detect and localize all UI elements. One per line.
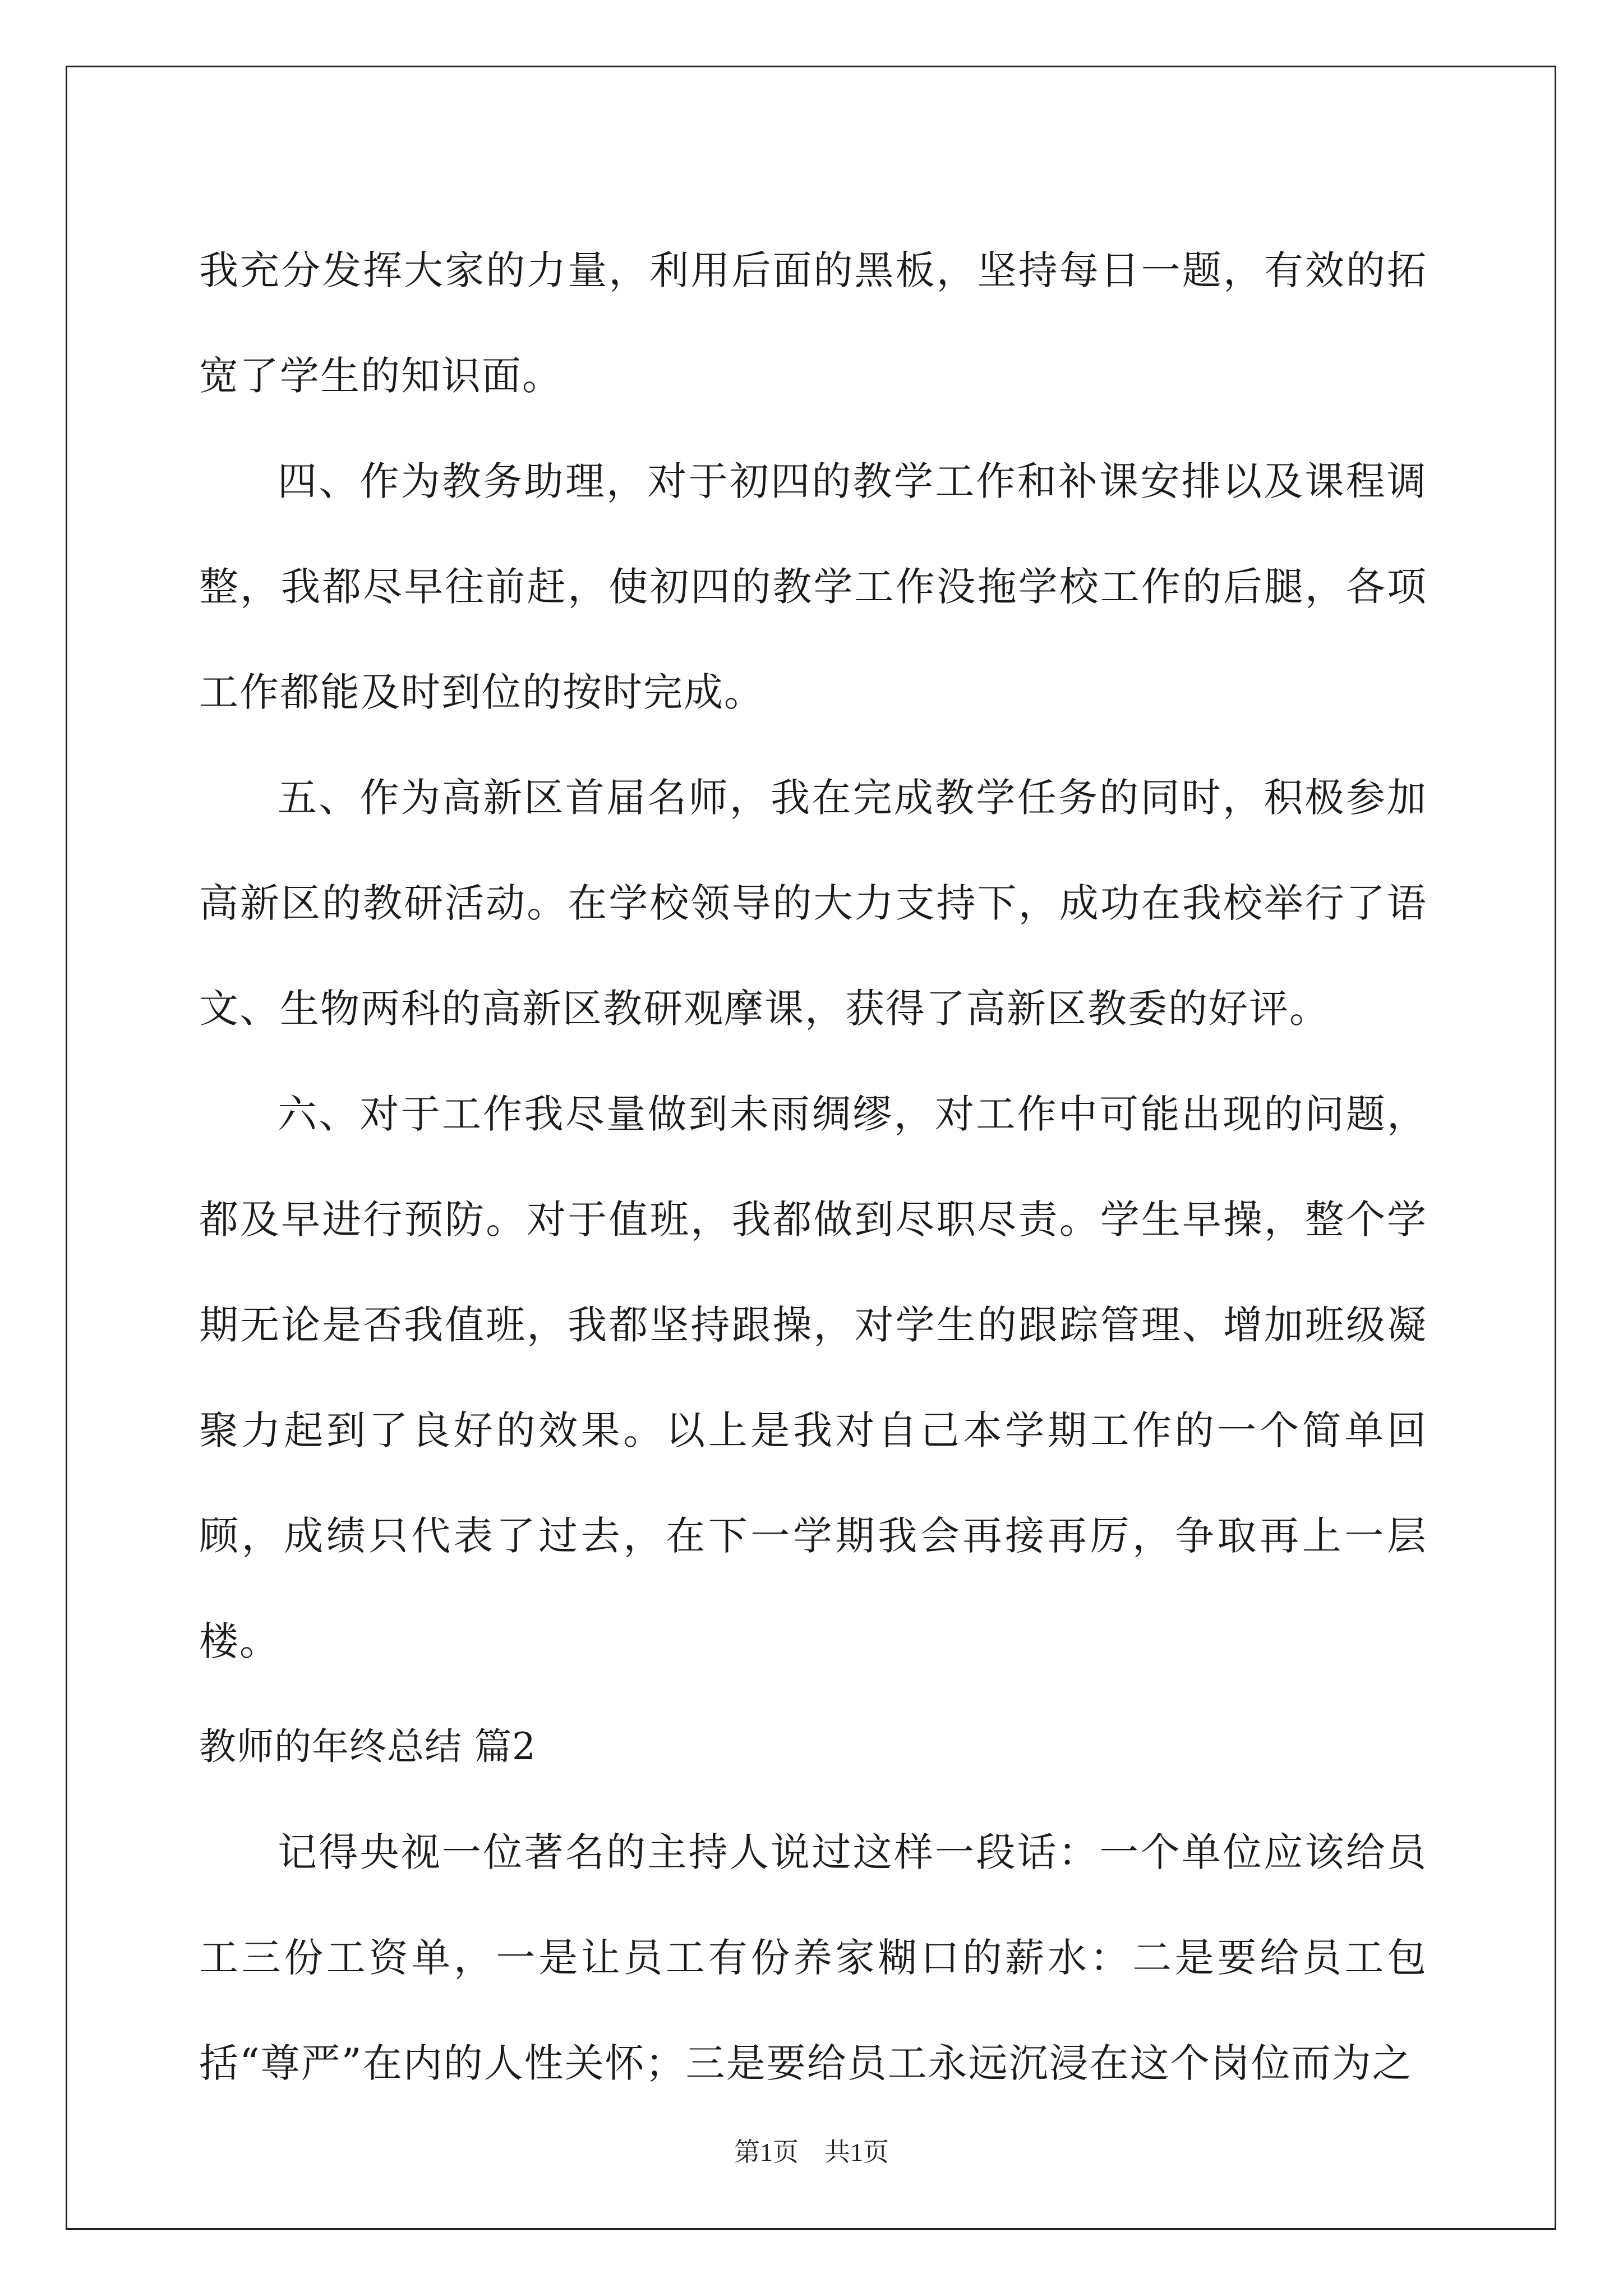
- paragraph-item-six: 六、对于工作我尽量做到未雨绸缪，对工作中可能出现的问题，都及早进行预防。对于值班，我都做到尽职尽责。学生早操，整个学期无论是否我值班，我都坚持跟操，对学生的跟踪管理、增加班级凝聚力起到了良好的效果。以上是我对自己本学期工作的一个简单回顾，成绩只代表了过去，在下一学期我会再接再厉，争取再上一层楼。: [199, 1091, 1427, 1664]
- page-footer: 第1页 共1页: [734, 2138, 889, 2166]
- section-heading: 教师的年终总结 篇2: [199, 1725, 536, 1768]
- paragraph-item-four: 四、作为教务助理，对于初四的教学工作和补课安排以及课程调整，我都尽早往前赶，使初四的教学工作没拖学校工作的后腿，各项工作都能及时到位的按时完成。: [199, 458, 1427, 715]
- paragraph-item-five: 五、作为高新区首届名师，我在完成教学任务的同时，积极参加高新区的教研活动。在学校领导的大力支持下，成功在我校举行了语文、生物两科的高新区教研观摩课，获得了高新区教委的好评。: [199, 775, 1427, 1032]
- document-body: [199, 218, 1427, 2116]
- paragraph-section-two-intro: 记得央视一位著名的主持人说过这样一段话：一个单位应该给员工三份工资单，一是让员工有份养家糊口的薪水：二是要给员工包括“尊严”在内的人性关怀；三是要给员工永远沉浸在这个岗位而为之: [199, 1829, 1427, 2086]
- paragraph-continuation: 我充分发挥大家的力量，利用后面的黑板，坚持每日一题，有效的拓宽了学生的知识面。: [199, 247, 1427, 399]
